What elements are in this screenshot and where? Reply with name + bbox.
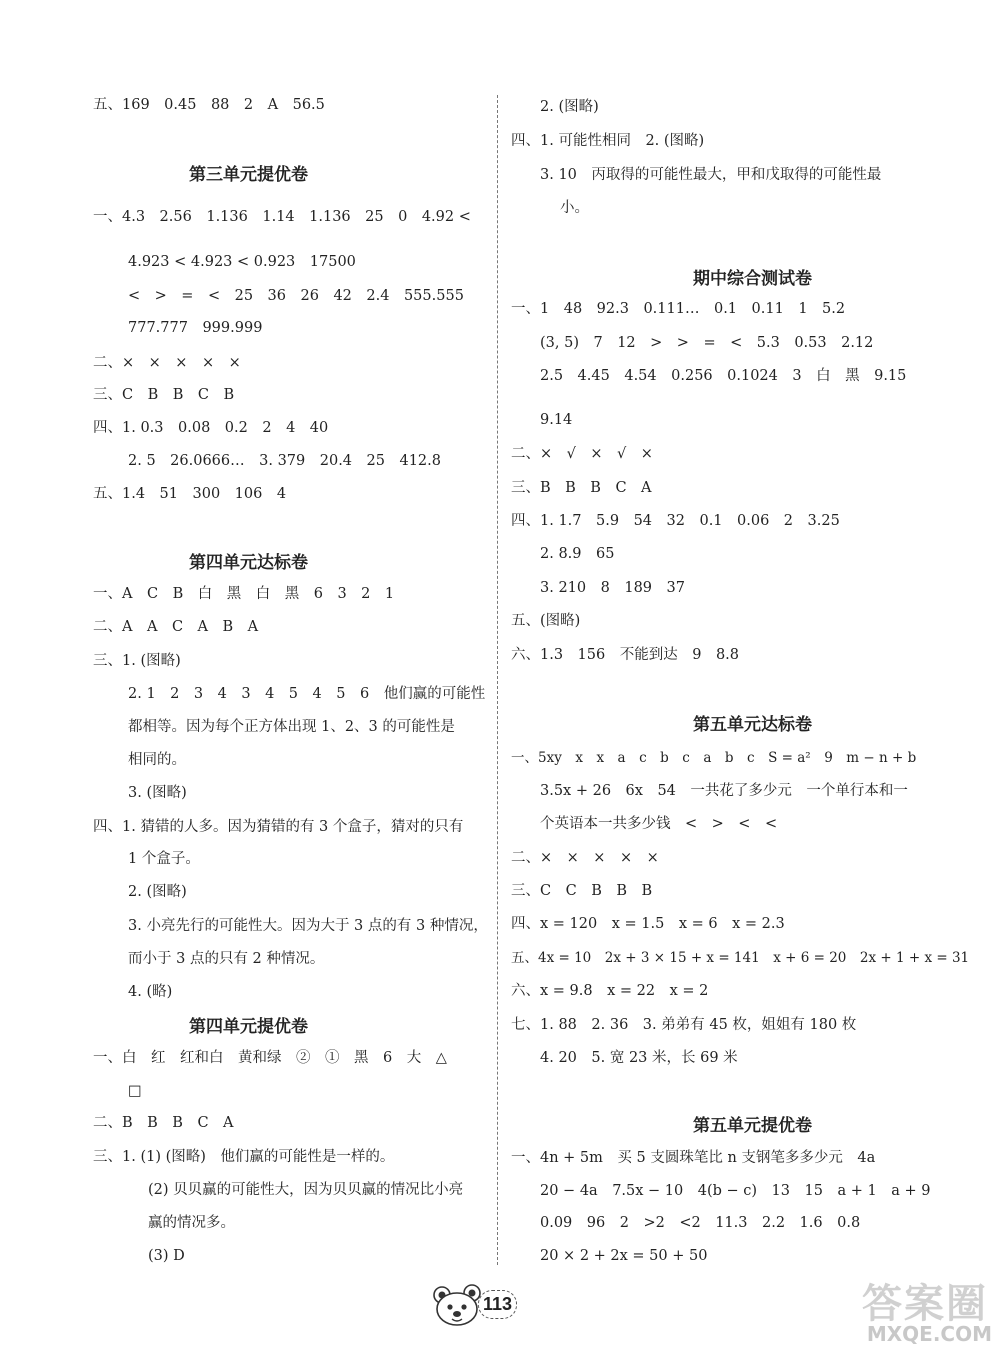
answer-line: 二、× √ × √ ×	[511, 446, 653, 462]
answer-line: 一、1 48 92.3 0.111… 0.1 0.11 1 5.2	[511, 301, 846, 317]
answer-line: 都相等。因为每个正方体出现 1、2、3 的可能性是	[128, 719, 455, 735]
answer-line: 二、B B B C A	[93, 1115, 234, 1131]
section-title: 第五单元提优卷	[693, 1116, 812, 1136]
answer-line: 四、1. 0.3 0.08 0.2 2 4 40	[93, 420, 329, 436]
answer-line: 20 − 4a 7.5x − 10 4(b − c) 13 15 a + 1 a + 9	[540, 1183, 931, 1199]
answer-line: 2.5 4.45 4.54 0.256 0.1024 3 白 黑 9.15	[540, 368, 907, 384]
answer-line: 3. (图略)	[128, 785, 187, 801]
watermark-url: MXQE.COM	[866, 1322, 992, 1346]
answer-line: 五、1.4 51 300 106 4	[93, 486, 287, 502]
answer-line: 七、1. 88 2. 36 3. 弟弟有 45 枚，姐姐有 180 枚	[511, 1017, 857, 1033]
answer-line: 三、B B B C A	[511, 480, 652, 496]
answer-line: 小。	[560, 200, 589, 216]
section-title: 第三单元提优卷	[189, 165, 308, 185]
answer-line: 二、× × × × ×	[93, 355, 241, 371]
answer-line: (2) 贝贝赢的可能性大，因为贝贝赢的情况比小亮	[148, 1182, 464, 1198]
answer-line: 六、x = 9.8 x = 22 x = 2	[511, 983, 709, 999]
answer-line: 六、1.3 156 不能到达 9 8.8	[511, 647, 740, 663]
answer-line: 3. 小亮先行的可能性大。因为大于 3 点的有 3 种情况，	[128, 918, 488, 934]
page-number: 113	[478, 1290, 517, 1319]
answer-line: 1 个盒子。	[128, 851, 200, 867]
answer-line: 2. (图略)	[128, 884, 187, 900]
section-title: 第四单元提优卷	[189, 1017, 308, 1037]
answer-line: 2. 1 2 3 4 3 4 5 4 5 6 他们赢的可能性	[128, 686, 486, 702]
answer-line: 三、1. (1) (图略) 他们赢的可能性是一样的。	[93, 1149, 395, 1165]
answer-line: 一、5xy x x a c b c a b c S = a² 9 m − n + b	[511, 750, 917, 766]
answer-line: 2. (图略)	[540, 99, 599, 115]
answer-line: 四、1. 1.7 5.9 54 32 0.1 0.06 2 3.25	[511, 513, 840, 529]
answer-line: 一、4n + 5m 买 5 支圆珠笔比 n 支钢笔多多少元 4a	[511, 1150, 876, 1166]
answer-line: 一、A C B 白 黑 白 黑 6 3 2 1	[93, 586, 395, 602]
answer-line: 4. 20 5. 宽 23 米，长 69 米	[540, 1050, 738, 1066]
answer-line: 3. 210 8 189 37	[540, 580, 685, 596]
answer-line: 三、1. (图略)	[93, 653, 181, 669]
answer-line: 3. 10 丙取得的可能性最大，甲和戊取得的可能性最	[540, 167, 882, 183]
watermark-logo	[822, 1270, 1000, 1354]
section-title: 第四单元达标卷	[189, 553, 308, 573]
answer-line: (3, 5) 7 12 > > = < 5.3 0.53 2.12	[540, 335, 874, 351]
answer-line: 四、1. 猜错的人多。因为猜错的有 3 个盒子，猜对的只有	[93, 819, 464, 835]
answer-line: 五、4x = 10 2x + 3 × 15 + x = 141 x + 6 = 20 2x + 1 + x = 31	[511, 950, 970, 966]
answer-line: 二、× × × × ×	[511, 850, 659, 866]
answer-line: 相同的。	[128, 752, 186, 768]
answer-line: 一、4.3 2.56 1.136 1.14 1.136 25 0 4.92 <	[93, 209, 471, 225]
answer-line: 9.14	[540, 412, 573, 428]
watermark-text: 答案圈	[862, 1281, 988, 1327]
section-title: 期中综合测试卷	[693, 269, 812, 289]
answer-line: 20 × 2 + 2x = 50 + 50	[540, 1248, 708, 1264]
answer-line: 四、x = 120 x = 1.5 x = 6 x = 2.3	[511, 916, 785, 932]
answer-line: 2. 5 26.0666… 3. 379 20.4 25 412.8	[128, 453, 441, 469]
answer-line: 三、C B B C B	[93, 387, 235, 403]
answer-line: 二、A A C A B A	[93, 619, 259, 635]
answer-line: 五、169 0.45 88 2 A 56.5	[93, 97, 325, 113]
section-title: 第五单元达标卷	[693, 715, 812, 735]
answer-line: 0.09 96 2 >2 <2 11.3 2.2 1.6 0.8	[540, 1215, 861, 1231]
answer-line: 四、1. 可能性相同 2. (图略)	[511, 133, 705, 149]
answer-line: 777.777 999.999	[128, 320, 263, 336]
answer-line: 3.5x + 26 6x 54 一共花了多少元 一个单行本和一	[540, 783, 908, 799]
answer-line: 4. (略)	[128, 984, 173, 1000]
answer-line: 2. 8.9 65	[540, 546, 615, 562]
answer-line: 三、C C B B B	[511, 883, 653, 899]
answer-line: 而小于 3 点的只有 2 种情况。	[128, 951, 325, 967]
answer-line: 五、(图略)	[511, 613, 581, 629]
answer-line: □	[128, 1083, 142, 1099]
answer-line: < > = < 25 36 26 42 2.4 555.555	[128, 288, 464, 304]
answer-line: (3) D	[148, 1248, 185, 1264]
answer-line: 一、白 红 红和白 黄和绿 ② ① 黑 6 大 △	[93, 1050, 447, 1066]
answer-line: 4.923 < 4.923 < 0.923 17500	[128, 254, 356, 270]
answer-line: 赢的情况多。	[148, 1215, 235, 1231]
column-divider	[497, 95, 498, 1265]
answer-line: 个英语本一共多少钱 < > < <	[540, 816, 778, 832]
